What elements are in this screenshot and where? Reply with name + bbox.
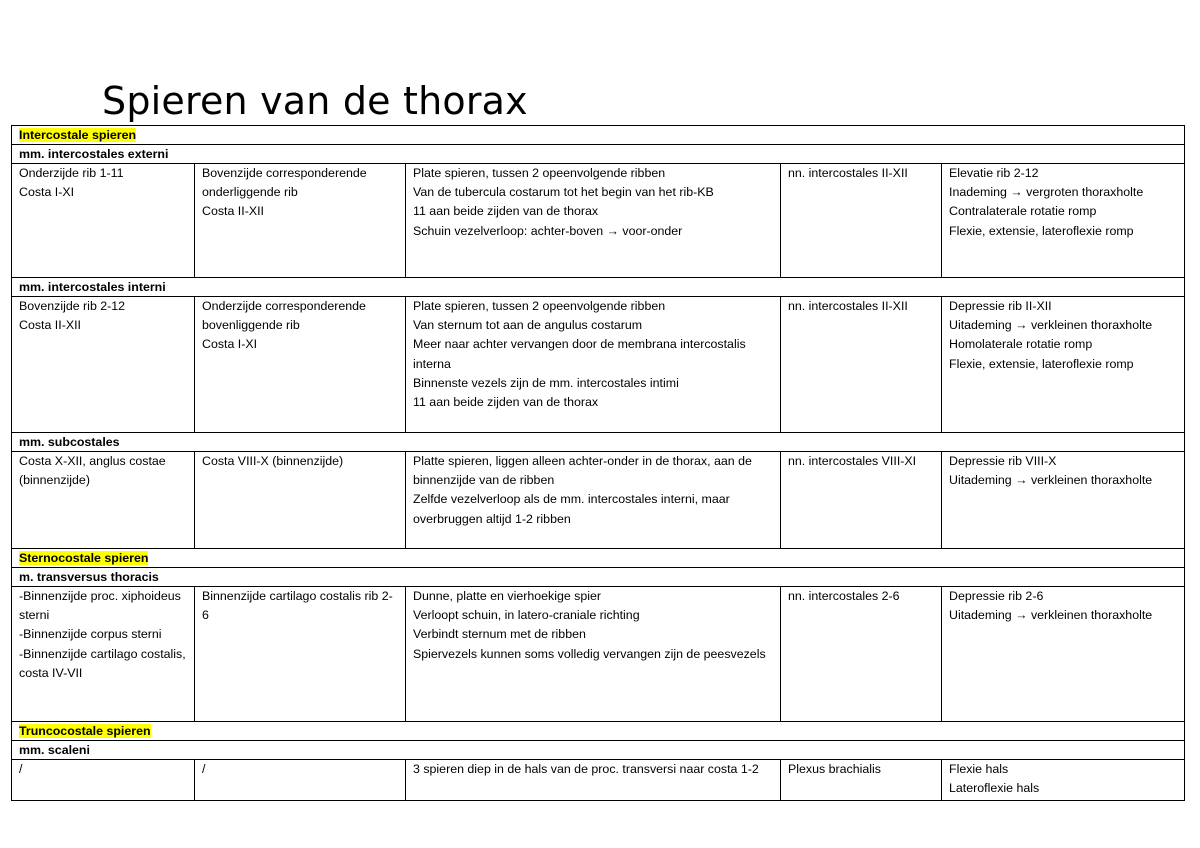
- function-line: Inademing → vergroten thoraxholte: [949, 185, 1144, 200]
- insertion-line: Costa VIII-X (binnenzijde): [202, 454, 344, 468]
- muscle-name-row: [12, 741, 1185, 760]
- description-line: 3 spieren diep in de hals van de proc. transversi naar costa 1-2: [413, 762, 759, 776]
- origin-line: Onderzijde rib 1-11: [19, 166, 124, 180]
- insertion-cell: [195, 164, 406, 278]
- muscle-name: mm. subcostales: [12, 433, 1185, 452]
- function-line: Contralaterale rotatie romp: [949, 204, 1097, 219]
- innervation-cell: nn. intercostales II-XII: [781, 164, 942, 278]
- function-line: Depressie rib VIII-X: [949, 454, 1057, 468]
- origin-line: Bovenzijde rib 2-12: [19, 299, 126, 313]
- description-line: Van sternum tot aan de angulus costarum: [413, 318, 643, 333]
- insertion-line: Costa I-XI: [202, 337, 258, 352]
- description-line: 11 aan beide zijden van de thorax: [413, 204, 599, 219]
- origin-cell: [12, 760, 195, 801]
- description-line: Zelfde vezelverloop als de mm. intercostales interni, maar overbruggen altijd 1-2 ribben: [413, 492, 730, 526]
- function-line: Uitademing → verkleinen thoraxholte: [949, 318, 1153, 333]
- table-row: [12, 587, 1185, 722]
- description-line: Plate spieren, tussen 2 opeenvolgende ribben: [413, 299, 666, 313]
- innervation-cell: nn. intercostales VIII-XI: [781, 452, 942, 549]
- function-line: Flexie, extensie, lateroflexie romp: [949, 356, 1134, 371]
- insertion-line: Onderzijde corresponderende bovenliggende rib: [202, 299, 366, 333]
- description-cell: [406, 452, 781, 549]
- innervation-cell: Plexus brachialis: [781, 760, 942, 801]
- muscle-name-row: [12, 568, 1185, 587]
- origin-cell: [12, 452, 195, 549]
- function-line: Depressie rib 2-6: [949, 589, 1044, 603]
- group-heading: Truncocostale spieren: [19, 724, 151, 738]
- insertion-cell: [195, 587, 406, 722]
- origin-line: /: [19, 762, 23, 776]
- description-line: Spiervezels kunnen soms volledig vervangen zijn de peesvezels: [413, 646, 766, 661]
- page-title: Spieren van de thorax: [102, 79, 528, 123]
- description-line: Platte spieren, liggen alleen achter-onder in de thorax, aan de binnenzijde van de ribben: [413, 454, 752, 488]
- description-cell: [406, 587, 781, 722]
- description-cell: [406, 297, 781, 433]
- group-row: [12, 722, 1185, 741]
- description-line: Binnenste vezels zijn de mm. intercostales intimi: [413, 375, 679, 390]
- insertion-line: Binnenzijde cartilago costalis rib 2-6: [202, 589, 393, 623]
- description-line: Van de tubercula costarum tot het begin van het rib-KB: [413, 185, 714, 200]
- function-cell: [942, 297, 1185, 433]
- insertion-cell: [195, 297, 406, 433]
- origin-cell: [12, 587, 195, 722]
- muscle-table: [11, 125, 1185, 801]
- insertion-line: Costa II-XII: [202, 204, 264, 219]
- group-heading: Intercostale spieren: [19, 128, 137, 142]
- function-cell: [942, 587, 1185, 722]
- origin-line: Costa X-XII, anglus costae (binnenzijde): [19, 454, 166, 488]
- insertion-cell: [195, 452, 406, 549]
- function-line: Homolaterale rotatie romp: [949, 337, 1093, 352]
- table-row: [12, 760, 1185, 801]
- innervation-cell: nn. intercostales II-XII: [781, 297, 942, 433]
- description-line: Verbindt sternum met de ribben: [413, 627, 586, 642]
- muscle-name: mm. intercostales externi: [12, 145, 1185, 164]
- insertion-cell: [195, 760, 406, 801]
- muscle-name-row: [12, 145, 1185, 164]
- function-line: Flexie, extensie, lateroflexie romp: [949, 223, 1134, 238]
- origin-line: Costa I-XI: [19, 185, 75, 200]
- function-line: Uitademing → verkleinen thoraxholte: [949, 473, 1153, 488]
- insertion-line: Bovenzijde corresponderende onderliggende rib: [202, 166, 367, 200]
- origin-line: Costa II-XII: [19, 318, 81, 333]
- description-line: 11 aan beide zijden van de thorax: [413, 395, 599, 410]
- group-row: [12, 549, 1185, 568]
- function-cell: [942, 164, 1185, 278]
- origin-cell: [12, 297, 195, 433]
- origin-line: -Binnenzijde corpus sterni: [19, 627, 162, 642]
- muscle-name: mm. intercostales interni: [12, 278, 1185, 297]
- muscle-name-row: [12, 278, 1185, 297]
- muscle-name-row: [12, 433, 1185, 452]
- group-heading: Sternocostale spieren: [19, 551, 149, 565]
- function-line: Lateroflexie hals: [949, 781, 1040, 796]
- function-line: Depressie rib II-XII: [949, 299, 1052, 313]
- description-cell: [406, 760, 781, 801]
- table-row: [12, 297, 1185, 433]
- group-row: [12, 126, 1185, 145]
- function-line: Flexie hals: [949, 762, 1009, 776]
- description-line: Dunne, platte en vierhoekige spier: [413, 589, 602, 603]
- function-line: Uitademing → verkleinen thoraxholte: [949, 608, 1153, 623]
- description-line: Plate spieren, tussen 2 opeenvolgende ribben: [413, 166, 666, 180]
- origin-cell: [12, 164, 195, 278]
- function-cell: [942, 760, 1185, 801]
- description-line: Meer naar achter vervangen door de membrana intercostalis interna: [413, 337, 746, 371]
- function-line: Elevatie rib 2-12: [949, 166, 1039, 180]
- muscle-name: mm. scaleni: [12, 741, 1185, 760]
- innervation-cell: nn. intercostales 2-6: [781, 587, 942, 722]
- description-line: Schuin vezelverloop: achter-boven → voor-onder: [413, 223, 683, 238]
- origin-line: -Binnenzijde proc. xiphoideus sterni: [19, 589, 181, 623]
- description-cell: [406, 164, 781, 278]
- function-cell: [942, 452, 1185, 549]
- description-line: Verloopt schuin, in latero-craniale richting: [413, 608, 640, 623]
- insertion-line: /: [202, 762, 206, 776]
- table-row: [12, 164, 1185, 278]
- muscle-name: m. transversus thoracis: [12, 568, 1185, 587]
- origin-line: -Binnenzijde cartilago costalis, costa IV-VII: [19, 646, 186, 680]
- table-row: [12, 452, 1185, 549]
